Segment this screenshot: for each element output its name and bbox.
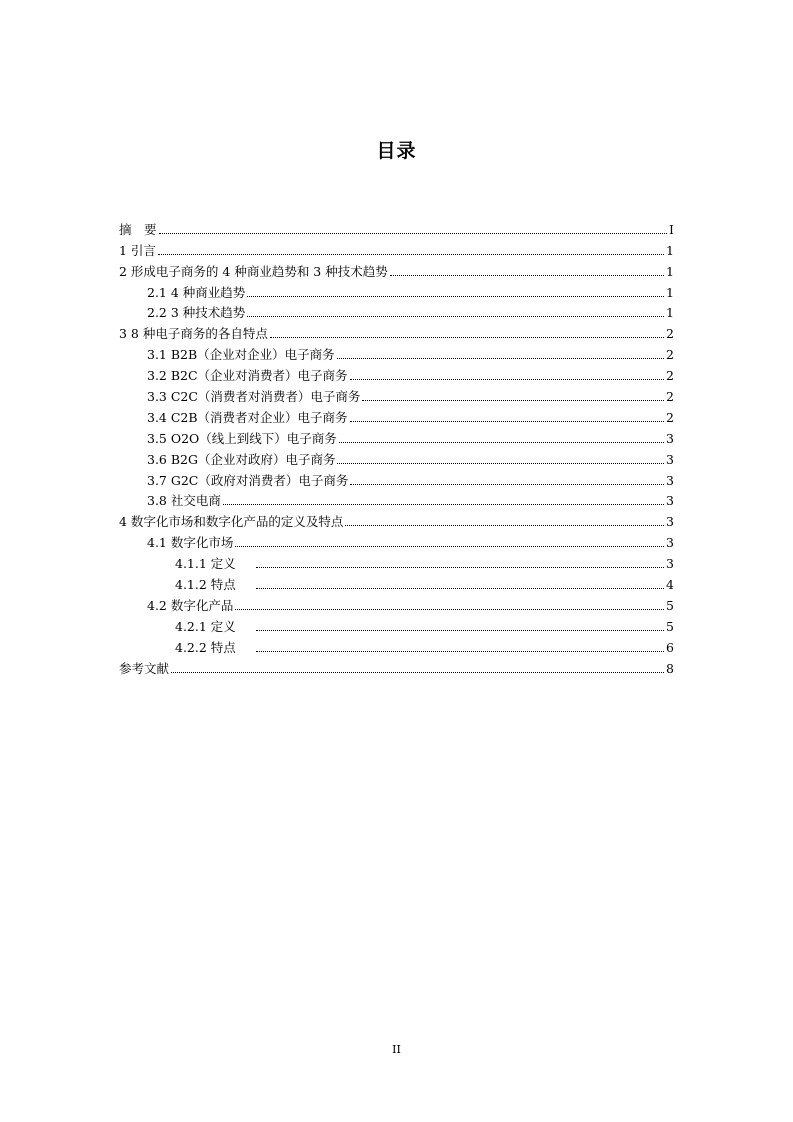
toc-leader [337,357,664,359]
toc-entry[interactable] [119,488,674,509]
toc-entry[interactable] [119,404,674,425]
toc-label: 摘 要 [119,221,157,237]
toc-page: 5 [666,618,674,634]
toc-entry[interactable] [119,383,674,404]
toc-entry[interactable] [119,634,674,655]
toc-label: 3.5 O2O（线上到线下）电子商务 [147,430,337,446]
toc-label: 参考文献 [119,660,170,676]
toc-label: 2 形成电子商务的 4 种商业趋势和 3 种技术趋势 [119,263,388,279]
toc-leader [256,587,664,589]
toc-leader [350,378,664,380]
toc-page: 3 [666,493,674,509]
toc-label: 2.2 3 种技术趋势 [147,305,246,321]
toc-entry[interactable] [119,279,674,300]
toc-leader [350,483,664,485]
toc-leader [256,650,664,652]
footer-page-number: II [392,1043,401,1056]
toc-leader [345,524,664,526]
toc-entry[interactable] [119,655,674,676]
toc-entry[interactable] [119,216,674,237]
toc-label: 4 数字化市场和数字化产品的定义及特点 [119,514,344,530]
toc-label: 3.6 B2G（企业对政府）电子商务 [147,451,336,467]
toc-page: 3 [666,472,674,488]
toc-page: 2 [666,326,674,342]
toc-page: I [669,221,674,237]
toc-label: 3.7 G2C（政府对消费者）电子商务 [147,472,349,488]
toc-label: 4.2 数字化产品 [147,597,234,613]
toc-page: 5 [666,597,674,613]
toc-entry[interactable] [119,320,674,341]
toc-label: 4.2.1 定义 [175,618,236,634]
toc-label: 3.4 C2B（消费者对企业）电子商务 [147,409,348,425]
toc-leader [270,336,664,338]
toc-entry[interactable] [119,613,674,634]
toc-leader [223,503,664,505]
toc-entry[interactable] [119,237,674,258]
page-title: 目录 [376,140,417,162]
toc-leader [337,462,664,464]
toc-page: 4 [666,577,674,593]
toc-leader [247,295,664,297]
toc-label: 4.1.1 定义 [175,556,236,572]
toc-page: 2 [666,347,674,363]
toc-leader [256,566,664,568]
toc-label: 3 8 种电子商务的各自特点 [119,326,268,342]
toc-leader [235,608,664,610]
toc-entry[interactable] [119,362,674,383]
toc-label: 2.1 4 种商业趋势 [147,284,246,300]
toc-page: 3 [666,535,674,551]
toc-leader [390,274,664,276]
toc-entry[interactable] [119,341,674,362]
toc-entry[interactable] [119,550,674,571]
toc-label: 4.1 数字化市场 [147,535,234,551]
toc-page: 1 [666,305,674,321]
toc-leader [350,420,664,422]
toc-leader [256,629,664,631]
toc-page: 1 [666,284,674,300]
toc-entry[interactable] [119,592,674,613]
toc-label: 4.1.2 特点 [175,577,236,593]
toc-page: 1 [666,263,674,279]
toc-leader [247,315,664,317]
toc-label: 4.2.2 特点 [175,639,236,655]
toc-entry[interactable] [119,258,674,279]
table-of-contents [119,216,674,676]
toc-leader [235,545,664,547]
toc-page: 2 [666,409,674,425]
toc-page: 3 [666,556,674,572]
toc-leader [159,232,668,234]
toc-page: 2 [666,368,674,384]
toc-page: 3 [666,514,674,530]
toc-entry[interactable] [119,571,674,592]
toc-entry[interactable] [119,508,674,529]
toc-page: 2 [666,389,674,405]
toc-page: 8 [666,660,674,676]
toc-page: 6 [666,639,674,655]
toc-label: 3.1 B2B（企业对企业）电子商务 [147,347,335,363]
toc-entry[interactable] [119,529,674,550]
toc-page: 1 [666,242,674,258]
toc-leader [339,441,664,443]
toc-entry[interactable] [119,467,674,488]
toc-leader [362,399,664,401]
toc-label: 3.3 C2C（消费者对消费者）电子商务 [147,389,361,405]
toc-label: 3.2 B2C（企业对消费者）电子商务 [147,368,348,384]
toc-entry[interactable] [119,446,674,467]
toc-entry[interactable] [119,300,674,321]
toc-leader [171,671,664,673]
toc-page: 3 [666,451,674,467]
toc-page: 3 [666,430,674,446]
toc-entry[interactable] [119,425,674,446]
toc-label: 1 引言 [119,242,156,258]
toc-leader [158,253,664,255]
toc-label: 3.8 社交电商 [147,493,221,509]
